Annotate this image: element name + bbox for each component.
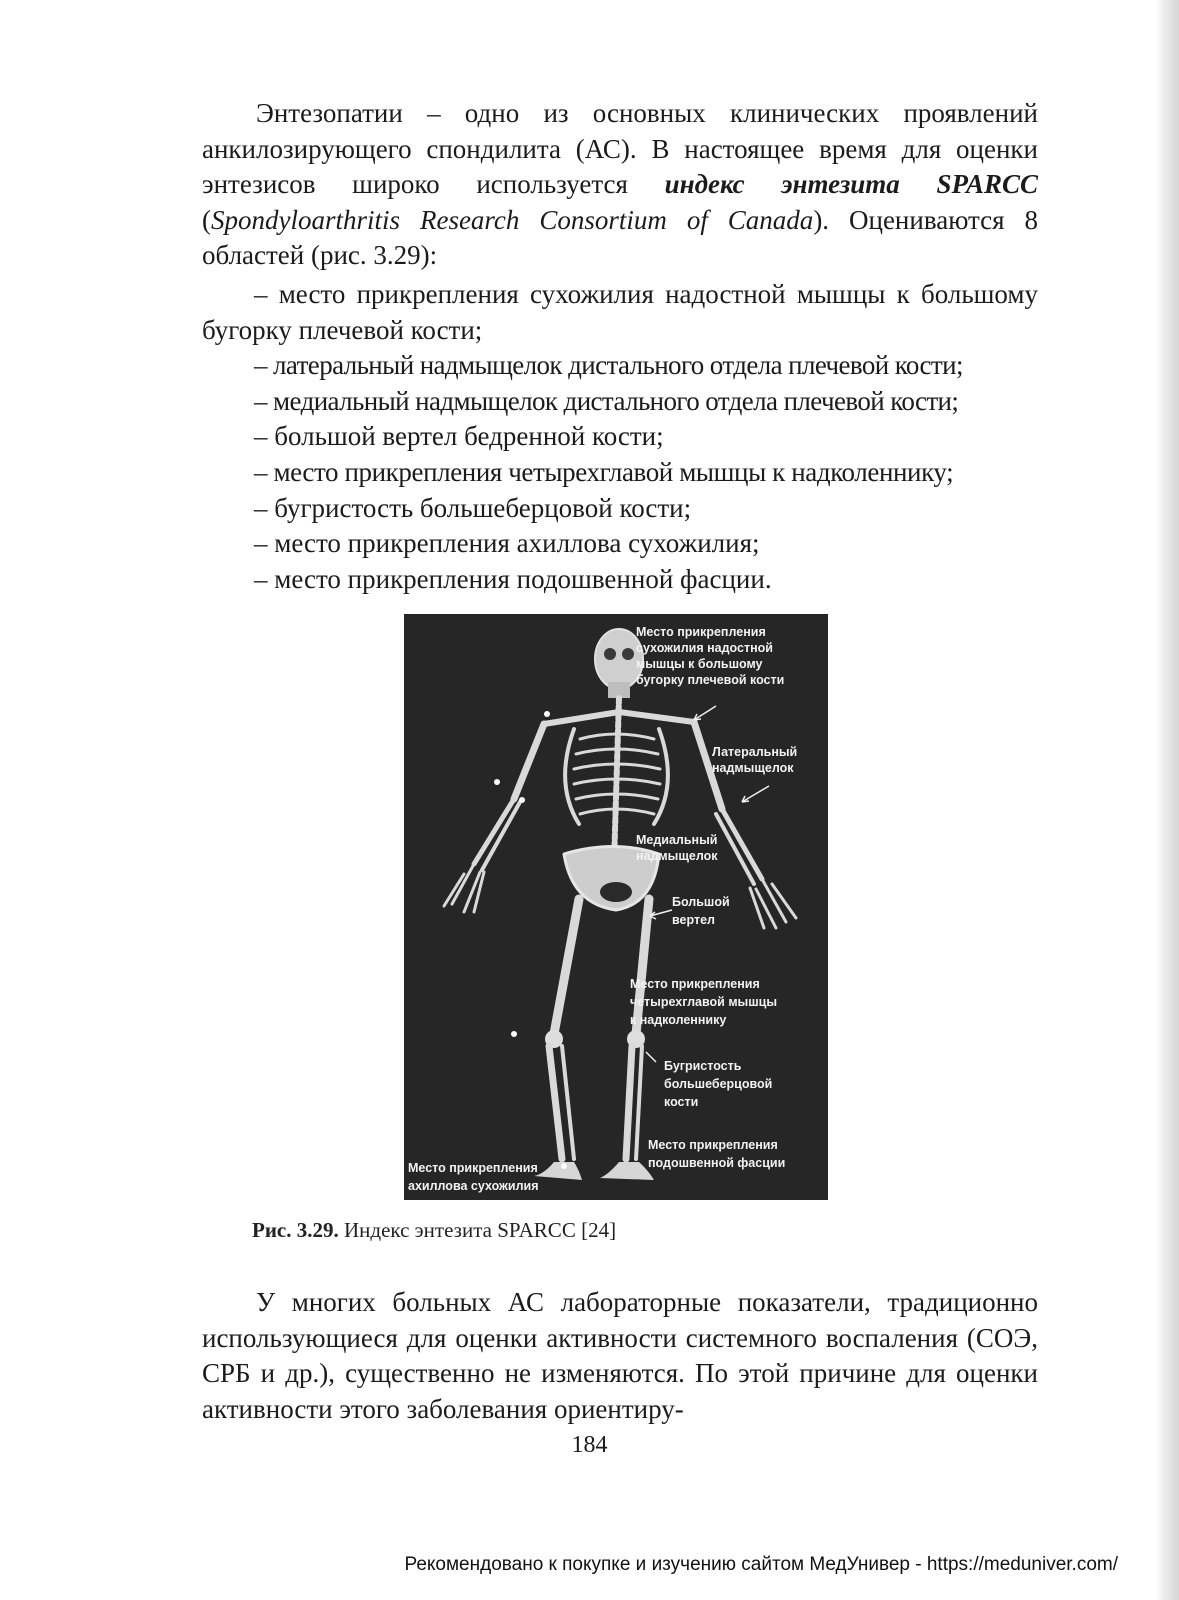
page-number: 184	[571, 1432, 608, 1458]
list-item: – место прикрепления ахиллова сухожилия;	[254, 528, 760, 559]
list-item: – место прикрепления сухожилия надостной мышцы к большому бугорку плечевой кости;	[202, 279, 1038, 345]
intro-paragraph	[202, 96, 1038, 274]
caption-text: Индекс энтезита SPARCC [24]	[338, 1218, 617, 1242]
intro-text-2: (	[202, 204, 211, 235]
closing-paragraph	[202, 1285, 1038, 1427]
entheses-list	[202, 277, 1038, 597]
closing-text: У многих больных АС лабораторные показатели, традиционно использующиеся для оценки активности системного воспаления (СОЭ, СРБ и др.), существенно не изменяются. По этой причине для оценки активности этого заболевания ориентиру-	[202, 1287, 1038, 1424]
label-medial-epicondyle: Медиальный надмыщелок	[636, 833, 718, 863]
skeleton-drawing	[444, 629, 796, 1180]
list-item: – большой вертел бедренной кости;	[254, 421, 664, 452]
list-item: – место прикрепления подошвенной фасции.	[254, 563, 772, 594]
intro-text-3: ). Оцениваются 8 областей (рис. 3.29):	[202, 204, 1039, 271]
list-item: – место прикрепления четырехглавой мышцы к надколеннику;	[254, 456, 954, 487]
footer-note: Рекомендовано к покупке и изучению сайтом МедУнивер - https://meduniver.com/	[404, 1554, 1118, 1575]
list-item: – медиальный надмыщелок дистального отдела плечевой кости;	[254, 385, 959, 416]
intro-text-1: Энтезопатии – одно из основных клинических проявлений анкилозирующего спондилита (АС). В настоящее время для оценки энтезисов широко используется	[202, 98, 1038, 200]
label-plantar-fascia: Место прикрепления подошвенной фасции	[648, 1138, 786, 1170]
label-quadriceps: Место прикрепления четырехглавой мышцы к надколеннику	[630, 977, 778, 1027]
skeleton-figure	[404, 614, 828, 1200]
label-supraspinatus: Место прикрепления сухожилия надостной мышцы к большому бугорку плечевой кости	[636, 625, 785, 687]
skeleton-illustration	[404, 614, 828, 1200]
list-item: – бугристость большеберцовой кости;	[254, 492, 692, 523]
figure-caption	[252, 1218, 616, 1243]
index-expansion: Spondyloarthritis Research Consortium of Canada	[211, 204, 814, 235]
index-term: индекс энтезита SPARCC	[664, 169, 1038, 200]
page-edge-shadow	[1155, 0, 1179, 1600]
label-greater-trochanter: Большой вертел	[672, 895, 730, 927]
label-tibial-tuberosity: Бугристость большеберцовой кости	[664, 1059, 773, 1109]
label-lateral-epicondyle: Латеральный надмыщелок	[712, 745, 798, 775]
caption-label: Рис. 3.29.	[252, 1218, 339, 1242]
list-item: – латеральный надмыщелок дистального отдела плечевой кости;	[254, 350, 963, 381]
label-achilles: Место прикрепления ахиллова сухожилия	[408, 1161, 539, 1193]
